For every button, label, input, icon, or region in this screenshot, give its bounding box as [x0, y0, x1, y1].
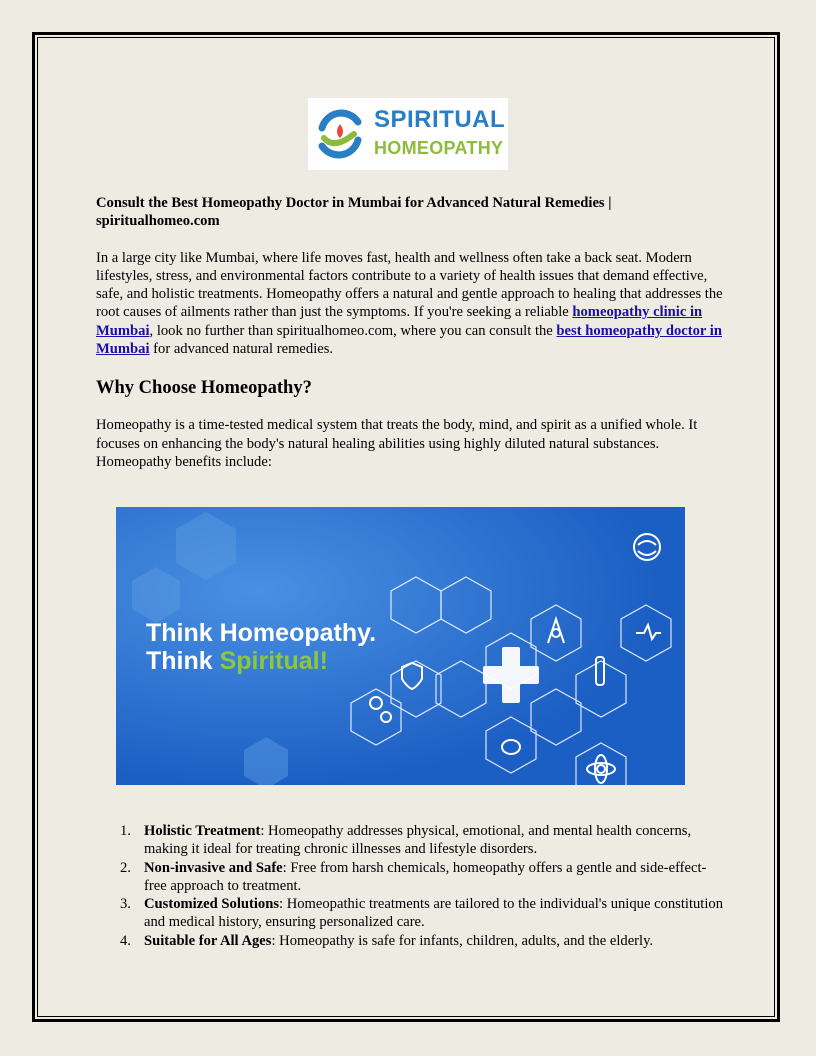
- list-number: 4.: [120, 932, 131, 949]
- intro-text-before: In a large city like Mumbai, where life moves fast, health and wellness often take a back seat. Modern lifestyles, stress, and environmental factors contribute to a variety of health issues that demand effective, safe, and holistic treatments. Homeopathy offers a natural and gentle approach to healing that addresses the root causes of ailments rather than just the symptoms. If you're seeking a reliable: [96, 249, 723, 321]
- list-item: [96, 822, 726, 859]
- benefit-text: : Homeopathy addresses physical, emotional, and mental health concerns, making it ideal for treating chronic illnesses and lifestyle disorders.: [144, 823, 692, 858]
- homeopathy-clinic-link[interactable]: homeopathy clinic in Mumbai: [96, 304, 703, 339]
- benefit-text: : Homeopathy is safe for infants, children, adults, and the elderly.: [271, 932, 654, 949]
- think-homeopathy-banner: [116, 507, 685, 785]
- benefit-text: : Homeopathic treatments are tailored to the individual's unique constitution and medical history, ensuring personalized care.: [144, 896, 723, 931]
- banner-line2-prefix: Think: [146, 647, 220, 675]
- list-number: 3.: [120, 896, 131, 913]
- banner-headline-line2: [146, 647, 328, 676]
- why-choose-paragraph: Homeopathy is a time-tested medical system that treats the body, mind, and spirit as a unified whole. It focuses on enhancing the body's natural healing abilities using highly diluted natural substances. Homeopathy benefits include:: [96, 417, 698, 470]
- logo-wordmark-homeopathy: HOMEOPATHY: [374, 138, 504, 158]
- spiritual-homeopathy-logo: [308, 98, 508, 170]
- article-body: [96, 194, 726, 471]
- why-choose-heading: Why Choose Homeopathy?: [96, 378, 312, 399]
- benefit-text: : Free from harsh chemicals, homeopathy offers a gentle and side-effect-free approach to treatment.: [144, 859, 707, 894]
- list-item: [96, 895, 726, 932]
- logo-wordmark-spiritual: SPIRITUAL: [374, 106, 506, 133]
- banner-line2-accent: Spiritual!: [219, 647, 328, 675]
- document-title: Consult the Best Homeopathy Doctor in Mumbai for Advanced Natural Remedies | spiritualhomeo.com: [96, 195, 612, 230]
- list-number: 2.: [120, 859, 131, 876]
- benefit-label: Non-invasive and Safe: [144, 859, 283, 876]
- list-item: [96, 859, 726, 896]
- list-item: [96, 932, 726, 950]
- best-doctor-link[interactable]: best homeopathy doctor in Mumbai: [96, 322, 722, 358]
- benefit-label: Holistic Treatment: [144, 823, 261, 839]
- logo-emblem-icon: [308, 98, 372, 170]
- list-number: 1.: [120, 823, 131, 839]
- intro-text-middle: , look no further than spiritualhomeo.com, where you can consult the: [149, 322, 557, 339]
- benefits-list: [96, 822, 726, 950]
- intro-paragraph: [96, 249, 726, 359]
- intro-text-after: for advanced natural remedies.: [149, 341, 334, 358]
- benefit-label: Customized Solutions: [144, 896, 280, 913]
- benefit-label: Suitable for All Ages: [144, 932, 272, 949]
- banner-headline-line1: Think Homeopathy.: [146, 619, 377, 647]
